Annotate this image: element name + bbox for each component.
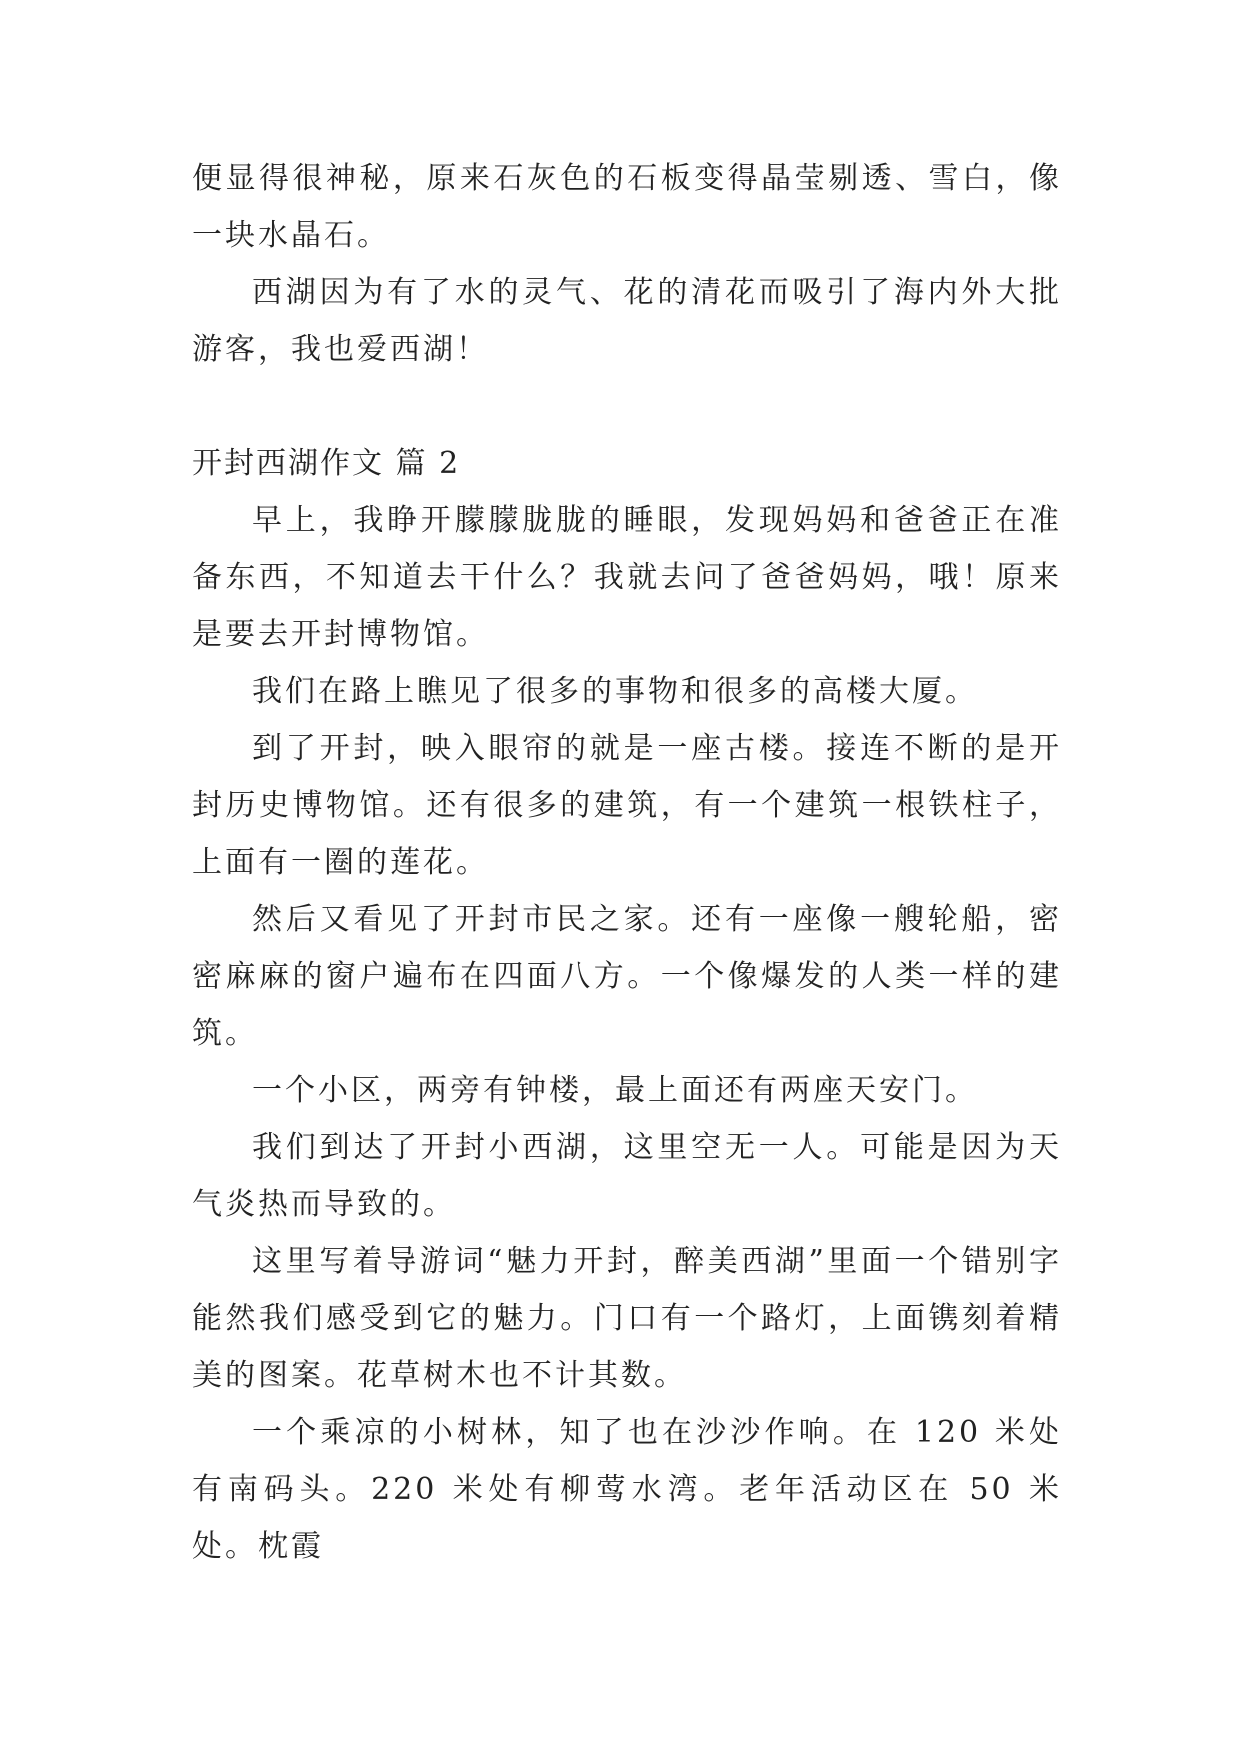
paragraph: 一个小区，两旁有钟楼，最上面还有两座天安门。 <box>252 1073 978 1108</box>
paragraph: 早上，我睁开朦朦胧胧的睡眼，发现妈妈和爸爸正在准备东西，不知道去干什么？我就去问了爸爸妈妈，哦！原来是要去开封博物馆。 <box>192 503 1062 652</box>
paragraph-continued: 便显得很神秘，原来石灰色的石板变得晶莹剔透、雪白，像一块水晶石。 <box>192 161 1062 253</box>
paragraph-west-lake-love: 西湖因为有了水的灵气、花的清花而吸引了海内外大批游客，我也爱西湖！ <box>192 275 1062 367</box>
paragraph: 到了开封，映入眼帘的就是一座古楼。接连不断的是开封历史博物馆。还有很多的建筑，有一个建筑一根铁柱子，上面有一圈的莲花。 <box>192 731 1062 880</box>
paragraph: 我们在路上瞧见了很多的事物和很多的高楼大厦。 <box>252 674 978 709</box>
paragraph: 然后又看见了开封市民之家。还有一座像一艘轮船，密密麻麻的窗户遍布在四面八方。一个像爆发的人类一样的建筑。 <box>192 902 1062 1051</box>
paragraph: 我们到达了开封小西湖，这里空无一人。可能是因为天气炎热而导致的。 <box>192 1130 1062 1222</box>
document-page <box>192 150 1062 1575</box>
section-title: 开封西湖作文 篇 2 <box>192 446 461 481</box>
paragraph: 这里写着导游词“魅力开封，醉美西湖”里面一个错别字能然我们感受到它的魅力。门口有一个路灯，上面镌刻着精美的图案。花草树木也不计其数。 <box>192 1244 1062 1393</box>
paragraph: 一个乘凉的小树林，知了也在沙沙作响。在 120 米处有南码头。220 米处有柳莺水湾。老年活动区在 50 米处。枕霞 <box>192 1415 1062 1564</box>
